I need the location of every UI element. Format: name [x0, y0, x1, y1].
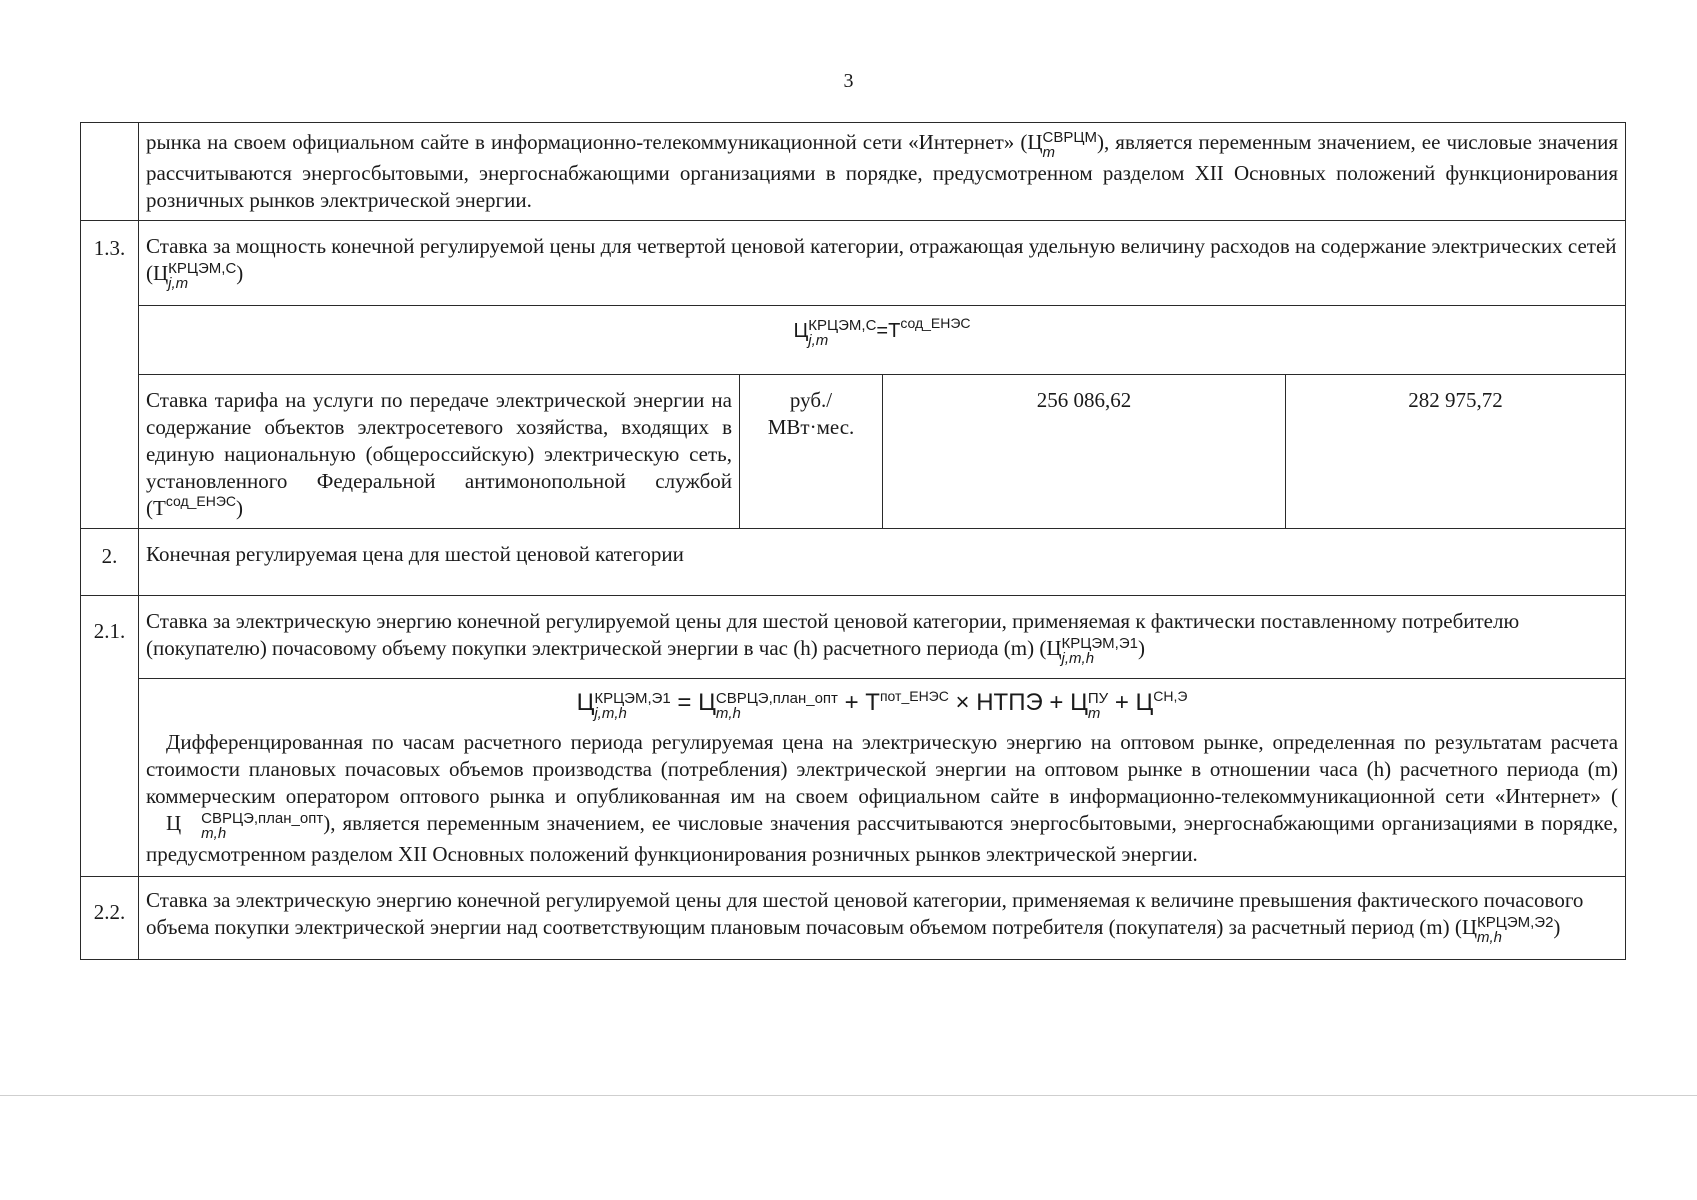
row-2-2-title: Ставка за электрическую энергию конечной регулируемой цены для шестой ценовой категории, применяемая к величине превышения фактического почасового объема покупки электрической энергии над соответствующим плановым почасовым объемом потребителя (покупателя) за расчетный период (m) (Ц КРЦЭМ,Э2 m,h ): [139, 877, 1626, 960]
table-row-2-2: [81, 877, 1626, 960]
formula-2-1: Ц КРЦЭМ,Э1 j,m,h = Ц СВРЦЭ,план_опт m,h + $Т^{пот\_ЕНЭС}$ × НТПЭ + Ц ПУ m + $Ц^{СН,Э}$: [576, 688, 1188, 722]
price-symbol: Ц КРЦЭМ,Э2 m,h: [1461, 914, 1554, 946]
row-2-1-title: Ставка за электрическую энергию конечной регулируемой цены для шестой ценовой категории, применяемая к фактически поставленному потребителю (покупателю) почасовому объему покупки электрической энергии в час (h) расчетного периода (m) (Ц КРЦЭМ,Э1 j,m,h ): [139, 596, 1626, 679]
table-row-2-1-formula: [81, 679, 1626, 877]
row-2-1-body: [139, 679, 1626, 877]
value-cell-1: 256 086,62: [883, 375, 1286, 529]
page-bottom-rule: [0, 1095, 1697, 1096]
formula-1-3: Ц КРЦЭМ,С j,m $=Т^{сод\_ЕНЭС}$: [139, 306, 1626, 375]
table-row-2: [81, 529, 1626, 596]
row-1-3-title: Ставка за мощность конечной регулируемой цены для четвертой ценовой категории, отражающая удельную величину расходов на содержание электрических сетей (Ц КРЦЭМ,С j,m ): [139, 221, 1626, 306]
price-symbol: Ц КРЦЭМ,Э1 j,m,h: [1046, 635, 1138, 667]
row-2-1-description: Дифференцированная по часам расчетного периода регулируемая цена на электрическую энергию на оптовом рынке, определенная по результатам расчета стоимости плановых почасовых объемов производства (потребления) электрической энергии на оптовом рынке в отношении часа (h) расчетного периода (m) коммерческим оператором оптового рынка и опубликованная им на своем официальном сайте в информационно-телекоммуникационной сети «Интернет» (Ц СВРЦЭ,план_опт m,h ), является переменным значением, ее числовые значения рассчитываются энергосбытовыми, энергоснабжающими организациями в порядке, предусмотренном разделом XII Основных положений функционирования розничных рынков электрической энергии.: [146, 730, 1619, 866]
continuation-text: рынка на своем официальном сайте в информационно-телекоммуникационной сети «Интернет» (Ц СВРЦМ m ), является переменным значением, ее числовые значения рассчитываются энергосбытовыми, энергоснабжающими организациями в порядке, предусмотренном разделом XII Основных положений функционирования розничных рынков электрической энергии.: [139, 123, 1626, 221]
row-number-cell: [81, 123, 139, 221]
row-number-2: 2.: [81, 529, 139, 596]
row-2-title: Конечная регулируемая цена для шестой ценовой категории: [139, 529, 1626, 596]
table-row-1-3-title: [81, 221, 1626, 306]
table-row-1-3-formula: [81, 306, 1626, 375]
price-symbol: Ц СВРЦЭ,план_опт m,h: [166, 810, 324, 842]
price-symbol: Ц СВРЦМ m: [1027, 129, 1097, 161]
price-symbol: Ц КРЦЭМ,С j,m: [153, 260, 237, 292]
table-row-continuation: [81, 123, 1626, 221]
page-number: 3: [843, 70, 854, 92]
value-cell-2: 282 975,72: [1286, 375, 1626, 529]
tariff-description: Ставка тарифа на услуги по передаче электрической энергии на содержание объектов электросетевого хозяйства, входящих в единую национальную (общероссийскую) электрическую сеть, установленного Федеральной антимонопольной службой $(Т^{сод\_ЕНЭС})$: [139, 375, 740, 529]
tariff-table: [80, 122, 1626, 960]
row-number-1-3: 1.3.: [81, 221, 139, 529]
row-number-2-2: 2.2.: [81, 877, 139, 960]
unit-cell: руб./ МВт·мес.: [740, 375, 883, 529]
row-number-2-1: 2.1.: [81, 596, 139, 877]
table-row-1-3-values: [81, 375, 1626, 529]
table-row-2-1-title: [81, 596, 1626, 679]
